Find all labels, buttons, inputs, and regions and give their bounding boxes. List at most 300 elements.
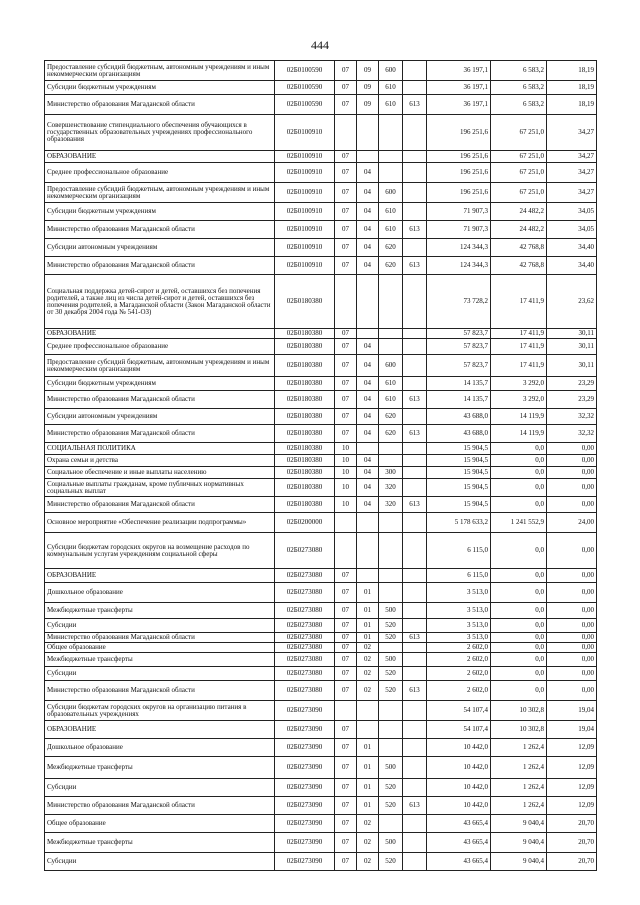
row-actual: 0,0	[491, 633, 547, 643]
row-code: 02Б0100910	[275, 163, 335, 183]
table-row	[45, 779, 597, 797]
row-percent: 0,00	[547, 497, 597, 513]
row-expense-type	[379, 569, 403, 583]
row-plan: 43 665,4	[427, 833, 491, 853]
row-department	[403, 653, 427, 667]
table-row	[45, 61, 597, 81]
table-row	[45, 643, 597, 653]
table-row	[45, 95, 597, 115]
row-expense-type	[379, 443, 403, 455]
row-plan: 3 513,0	[427, 603, 491, 619]
table-row	[45, 257, 597, 275]
row-percent: 32,32	[547, 425, 597, 443]
row-code: 02Б0273080	[275, 681, 335, 701]
row-name: Субсидии бюджетам городских округов на возмещение расходов по коммунальным услугам учреждениям социальной сферы	[45, 533, 275, 569]
row-code: 02Б0273090	[275, 815, 335, 833]
row-section: 10	[335, 479, 357, 497]
row-plan: 43 665,4	[427, 853, 491, 871]
row-expense-type: 320	[379, 497, 403, 513]
row-name: Дошкольное образование	[45, 739, 275, 757]
table-row	[45, 633, 597, 643]
row-section: 07	[335, 239, 357, 257]
row-actual: 17 411,9	[491, 329, 547, 339]
row-code: 02Б0273090	[275, 701, 335, 721]
row-section	[335, 513, 357, 533]
row-actual: 0,0	[491, 583, 547, 603]
row-plan: 2 602,0	[427, 681, 491, 701]
row-percent: 24,00	[547, 513, 597, 533]
row-department	[403, 239, 427, 257]
row-percent: 20,70	[547, 853, 597, 871]
row-actual: 9 040,4	[491, 853, 547, 871]
row-subsection: 01	[357, 619, 379, 633]
row-expense-type: 300	[379, 467, 403, 479]
row-section: 07	[335, 797, 357, 815]
row-section: 07	[335, 667, 357, 681]
row-percent: 20,70	[547, 815, 597, 833]
row-expense-type	[379, 533, 403, 569]
row-subsection: 01	[357, 757, 379, 779]
row-actual: 67 251,0	[491, 163, 547, 183]
row-section: 07	[335, 815, 357, 833]
row-percent: 12,09	[547, 757, 597, 779]
row-section: 07	[335, 151, 357, 163]
row-percent: 20,70	[547, 833, 597, 853]
row-subsection	[357, 115, 379, 151]
row-department	[403, 479, 427, 497]
row-subsection: 01	[357, 797, 379, 815]
row-percent: 12,09	[547, 797, 597, 815]
row-code: 02Б0100910	[275, 115, 335, 151]
row-department	[403, 833, 427, 853]
row-subsection	[357, 569, 379, 583]
row-department	[403, 409, 427, 425]
row-code: 02Б0273080	[275, 603, 335, 619]
row-plan: 15 904,5	[427, 479, 491, 497]
table-row	[45, 619, 597, 633]
table-row	[45, 425, 597, 443]
row-code: 02Б0273080	[275, 653, 335, 667]
row-expense-type: 600	[379, 61, 403, 81]
row-subsection	[357, 275, 379, 329]
row-actual: 42 768,8	[491, 257, 547, 275]
row-department	[403, 115, 427, 151]
table-row	[45, 377, 597, 391]
row-section: 07	[335, 163, 357, 183]
row-section: 07	[335, 203, 357, 221]
row-expense-type: 610	[379, 203, 403, 221]
row-name: Предоставление субсидий бюджетным, автономным учреждениям и иным некоммерческим организациям	[45, 355, 275, 377]
row-plan: 2 602,0	[427, 653, 491, 667]
row-section: 07	[335, 681, 357, 701]
row-plan: 10 442,0	[427, 757, 491, 779]
row-code: 02Б0273080	[275, 619, 335, 633]
row-expense-type: 500	[379, 653, 403, 667]
row-name: Охрана семьи и детства	[45, 455, 275, 467]
row-expense-type	[379, 115, 403, 151]
row-percent: 0,00	[547, 653, 597, 667]
row-code: 02Б0273080	[275, 633, 335, 643]
row-plan: 6 115,0	[427, 533, 491, 569]
row-expense-type: 500	[379, 603, 403, 619]
row-code: 02Б0100910	[275, 151, 335, 163]
row-name: Субсидии	[45, 853, 275, 871]
row-section	[335, 533, 357, 569]
row-department	[403, 61, 427, 81]
row-plan: 196 251,6	[427, 151, 491, 163]
row-section: 07	[335, 355, 357, 377]
row-department	[403, 275, 427, 329]
row-percent: 34,27	[547, 151, 597, 163]
row-section: 07	[335, 757, 357, 779]
row-code: 02Б0273090	[275, 853, 335, 871]
row-name: Субсидии	[45, 619, 275, 633]
row-name: ОБРАЗОВАНИЕ	[45, 721, 275, 739]
row-code: 02Б0100910	[275, 221, 335, 239]
row-department	[403, 643, 427, 653]
row-expense-type: 620	[379, 425, 403, 443]
row-name: Министерство образования Магаданской области	[45, 681, 275, 701]
row-name: Субсидии автономным учреждениям	[45, 239, 275, 257]
row-name: Среднее профессиональное образование	[45, 339, 275, 355]
table-row	[45, 853, 597, 871]
row-subsection: 01	[357, 633, 379, 643]
row-plan: 43 688,0	[427, 425, 491, 443]
row-name: Министерство образования Магаданской области	[45, 497, 275, 513]
row-department	[403, 455, 427, 467]
row-subsection: 02	[357, 643, 379, 653]
row-name: Социальные выплаты гражданам, кроме публичных нормативных социальных выплат	[45, 479, 275, 497]
row-code: 02Б0273080	[275, 667, 335, 681]
row-department	[403, 569, 427, 583]
row-plan: 57 823,7	[427, 339, 491, 355]
row-section: 07	[335, 81, 357, 95]
row-actual: 14 119,9	[491, 409, 547, 425]
row-actual: 0,0	[491, 479, 547, 497]
row-department	[403, 443, 427, 455]
row-department	[403, 339, 427, 355]
row-subsection: 04	[357, 339, 379, 355]
row-plan: 124 344,3	[427, 257, 491, 275]
row-department	[403, 853, 427, 871]
row-subsection: 01	[357, 739, 379, 757]
row-subsection: 04	[357, 391, 379, 409]
row-subsection: 04	[357, 183, 379, 203]
row-section: 07	[335, 377, 357, 391]
row-name: Основное мероприятие «Обеспечение реализации подпрограммы»	[45, 513, 275, 533]
row-plan: 57 823,7	[427, 355, 491, 377]
row-name: Межбюджетные трансферты	[45, 653, 275, 667]
row-plan: 15 904,5	[427, 497, 491, 513]
row-code: 02Б0100590	[275, 81, 335, 95]
row-plan: 71 907,3	[427, 221, 491, 239]
row-actual: 0,0	[491, 681, 547, 701]
row-expense-type: 610	[379, 377, 403, 391]
row-expense-type: 610	[379, 81, 403, 95]
row-percent: 18,19	[547, 61, 597, 81]
row-actual: 17 411,9	[491, 339, 547, 355]
row-code: 02Б0100910	[275, 203, 335, 221]
row-actual: 10 302,8	[491, 721, 547, 739]
row-name: Социальная поддержка детей-сирот и детей, оставшихся без попечения родителей, а также лиц из числа детей-сирот и детей, оставшихся без попечения родителей, в Магаданской области (Закон Магаданской области от 30 декабря 2004 года № 541-ОЗ)	[45, 275, 275, 329]
row-section: 07	[335, 583, 357, 603]
table-row	[45, 667, 597, 681]
row-plan: 73 728,2	[427, 275, 491, 329]
row-percent: 0,00	[547, 455, 597, 467]
row-department: 613	[403, 391, 427, 409]
row-expense-type: 610	[379, 221, 403, 239]
row-subsection	[357, 329, 379, 339]
row-code: 02Б0273080	[275, 533, 335, 569]
row-subsection: 04	[357, 377, 379, 391]
row-department	[403, 81, 427, 95]
row-percent: 0,00	[547, 443, 597, 455]
row-subsection: 02	[357, 681, 379, 701]
row-actual: 0,0	[491, 653, 547, 667]
row-actual: 67 251,0	[491, 151, 547, 163]
row-section: 07	[335, 569, 357, 583]
row-name: Общее образование	[45, 815, 275, 833]
row-percent: 0,00	[547, 533, 597, 569]
row-section: 07	[335, 721, 357, 739]
row-plan: 57 823,7	[427, 329, 491, 339]
table-row	[45, 443, 597, 455]
row-section	[335, 701, 357, 721]
row-plan: 15 904,5	[427, 467, 491, 479]
row-expense-type: 320	[379, 479, 403, 497]
row-code: 02Б0100590	[275, 95, 335, 115]
table-row	[45, 275, 597, 329]
row-percent: 34,40	[547, 257, 597, 275]
row-plan: 15 904,5	[427, 455, 491, 467]
table-row	[45, 479, 597, 497]
row-code: 02Б0273090	[275, 721, 335, 739]
row-name: Межбюджетные трансферты	[45, 603, 275, 619]
row-code: 02Б0200000	[275, 513, 335, 533]
row-subsection: 09	[357, 81, 379, 95]
row-expense-type	[379, 815, 403, 833]
row-actual: 3 292,0	[491, 391, 547, 409]
row-code: 02Б0273090	[275, 757, 335, 779]
row-expense-type: 520	[379, 797, 403, 815]
row-department	[403, 467, 427, 479]
table-row	[45, 497, 597, 513]
row-expense-type	[379, 339, 403, 355]
row-expense-type: 520	[379, 681, 403, 701]
row-plan: 3 513,0	[427, 633, 491, 643]
row-name: Субсидии	[45, 779, 275, 797]
row-actual: 0,0	[491, 667, 547, 681]
row-name: Министерство образования Магаданской области	[45, 797, 275, 815]
row-actual: 67 251,0	[491, 183, 547, 203]
row-actual: 0,0	[491, 455, 547, 467]
row-actual: 0,0	[491, 467, 547, 479]
row-plan: 36 197,1	[427, 95, 491, 115]
row-expense-type: 500	[379, 833, 403, 853]
row-code: 02Б0180380	[275, 497, 335, 513]
row-department: 613	[403, 633, 427, 643]
row-name: Министерство образования Магаданской области	[45, 95, 275, 115]
row-percent: 34,40	[547, 239, 597, 257]
table-row	[45, 721, 597, 739]
row-expense-type	[379, 275, 403, 329]
row-actual: 1 241 552,9	[491, 513, 547, 533]
row-name: Субсидии автономным учреждениям	[45, 409, 275, 425]
row-percent: 0,00	[547, 583, 597, 603]
table-row	[45, 513, 597, 533]
row-plan: 43 665,4	[427, 815, 491, 833]
row-subsection	[357, 533, 379, 569]
table-row	[45, 583, 597, 603]
row-department	[403, 329, 427, 339]
row-actual: 14 119,9	[491, 425, 547, 443]
row-expense-type	[379, 739, 403, 757]
row-department	[403, 377, 427, 391]
row-section: 07	[335, 339, 357, 355]
row-name: Дошкольное образование	[45, 583, 275, 603]
row-department	[403, 603, 427, 619]
row-actual: 1 262,4	[491, 797, 547, 815]
row-department	[403, 667, 427, 681]
row-percent: 34,27	[547, 163, 597, 183]
row-actual: 6 583,2	[491, 95, 547, 115]
table-row	[45, 151, 597, 163]
row-percent: 0,00	[547, 479, 597, 497]
row-name: Предоставление субсидий бюджетным, автономным учреждениям и иным некоммерческим организациям	[45, 183, 275, 203]
row-code: 02Б0180380	[275, 443, 335, 455]
row-percent: 34,27	[547, 115, 597, 151]
row-percent: 34,05	[547, 221, 597, 239]
row-plan: 6 115,0	[427, 569, 491, 583]
row-subsection: 04	[357, 203, 379, 221]
row-actual: 0,0	[491, 533, 547, 569]
row-code: 02Б0100590	[275, 61, 335, 81]
row-actual: 9 040,4	[491, 815, 547, 833]
row-expense-type	[379, 583, 403, 603]
row-plan: 5 178 633,2	[427, 513, 491, 533]
row-section: 07	[335, 739, 357, 757]
row-subsection: 04	[357, 479, 379, 497]
row-plan: 14 135,7	[427, 377, 491, 391]
row-section: 07	[335, 329, 357, 339]
row-section: 07	[335, 409, 357, 425]
row-section: 07	[335, 619, 357, 633]
row-expense-type	[379, 151, 403, 163]
row-section: 07	[335, 95, 357, 115]
row-expense-type: 600	[379, 183, 403, 203]
row-plan: 43 688,0	[427, 409, 491, 425]
row-name: Субсидии	[45, 667, 275, 681]
row-subsection	[357, 701, 379, 721]
row-percent: 23,29	[547, 391, 597, 409]
row-code: 02Б0100910	[275, 257, 335, 275]
row-subsection: 01	[357, 583, 379, 603]
row-percent: 34,05	[547, 203, 597, 221]
row-subsection	[357, 443, 379, 455]
row-actual: 0,0	[491, 497, 547, 513]
row-actual: 1 262,4	[491, 739, 547, 757]
table-row	[45, 329, 597, 339]
row-expense-type: 520	[379, 667, 403, 681]
row-actual: 6 583,2	[491, 61, 547, 81]
row-percent: 30,11	[547, 355, 597, 377]
row-percent: 34,27	[547, 183, 597, 203]
row-percent: 19,04	[547, 701, 597, 721]
row-plan: 2 602,0	[427, 667, 491, 681]
row-plan: 54 107,4	[427, 721, 491, 739]
row-percent: 18,19	[547, 81, 597, 95]
row-code: 02Б0180380	[275, 425, 335, 443]
row-name: Субсидии бюджетным учреждениям	[45, 81, 275, 95]
row-code: 02Б0180380	[275, 377, 335, 391]
row-expense-type: 610	[379, 391, 403, 409]
row-plan: 3 513,0	[427, 619, 491, 633]
table-row	[45, 681, 597, 701]
row-expense-type: 520	[379, 619, 403, 633]
row-plan: 10 442,0	[427, 739, 491, 757]
row-code: 02Б0180380	[275, 329, 335, 339]
row-name: Министерство образования Магаданской области	[45, 425, 275, 443]
row-expense-type: 620	[379, 409, 403, 425]
row-name: СОЦИАЛЬНАЯ ПОЛИТИКА	[45, 443, 275, 455]
row-department	[403, 701, 427, 721]
table-row	[45, 815, 597, 833]
row-plan: 124 344,3	[427, 239, 491, 257]
row-department	[403, 721, 427, 739]
row-subsection: 02	[357, 853, 379, 871]
row-subsection	[357, 151, 379, 163]
table-row	[45, 603, 597, 619]
row-code: 02Б0273090	[275, 797, 335, 815]
row-percent: 30,11	[547, 329, 597, 339]
row-expense-type: 520	[379, 853, 403, 871]
table-row	[45, 163, 597, 183]
table-row	[45, 653, 597, 667]
row-name: ОБРАЗОВАНИЕ	[45, 151, 275, 163]
row-name: Среднее профессиональное образование	[45, 163, 275, 183]
table-row	[45, 739, 597, 757]
row-plan: 10 442,0	[427, 779, 491, 797]
table-row	[45, 533, 597, 569]
row-name: Социальное обеспечение и иные выплаты населению	[45, 467, 275, 479]
row-subsection: 09	[357, 95, 379, 115]
row-percent: 19,04	[547, 721, 597, 739]
row-name: ОБРАЗОВАНИЕ	[45, 329, 275, 339]
row-plan: 15 904,5	[427, 443, 491, 455]
table-row	[45, 797, 597, 815]
row-department	[403, 513, 427, 533]
row-plan: 36 197,1	[427, 61, 491, 81]
row-subsection: 04	[357, 497, 379, 513]
row-section: 10	[335, 467, 357, 479]
row-actual: 9 040,4	[491, 833, 547, 853]
row-section: 07	[335, 391, 357, 409]
row-plan: 14 135,7	[427, 391, 491, 409]
row-code: 02Б0273080	[275, 569, 335, 583]
row-actual: 1 262,4	[491, 757, 547, 779]
row-department: 613	[403, 95, 427, 115]
row-name: Совершенствование стипендиального обеспечения обучающихся в государственных образовательных учреждениях профессионального образования	[45, 115, 275, 151]
row-percent: 0,00	[547, 619, 597, 633]
row-name: Министерство образования Магаданской области	[45, 633, 275, 643]
row-expense-type: 610	[379, 95, 403, 115]
row-name: Межбюджетные трансферты	[45, 757, 275, 779]
row-section: 07	[335, 633, 357, 643]
row-plan: 54 107,4	[427, 701, 491, 721]
row-section: 07	[335, 183, 357, 203]
row-plan: 196 251,6	[427, 163, 491, 183]
row-code: 02Б0180380	[275, 467, 335, 479]
